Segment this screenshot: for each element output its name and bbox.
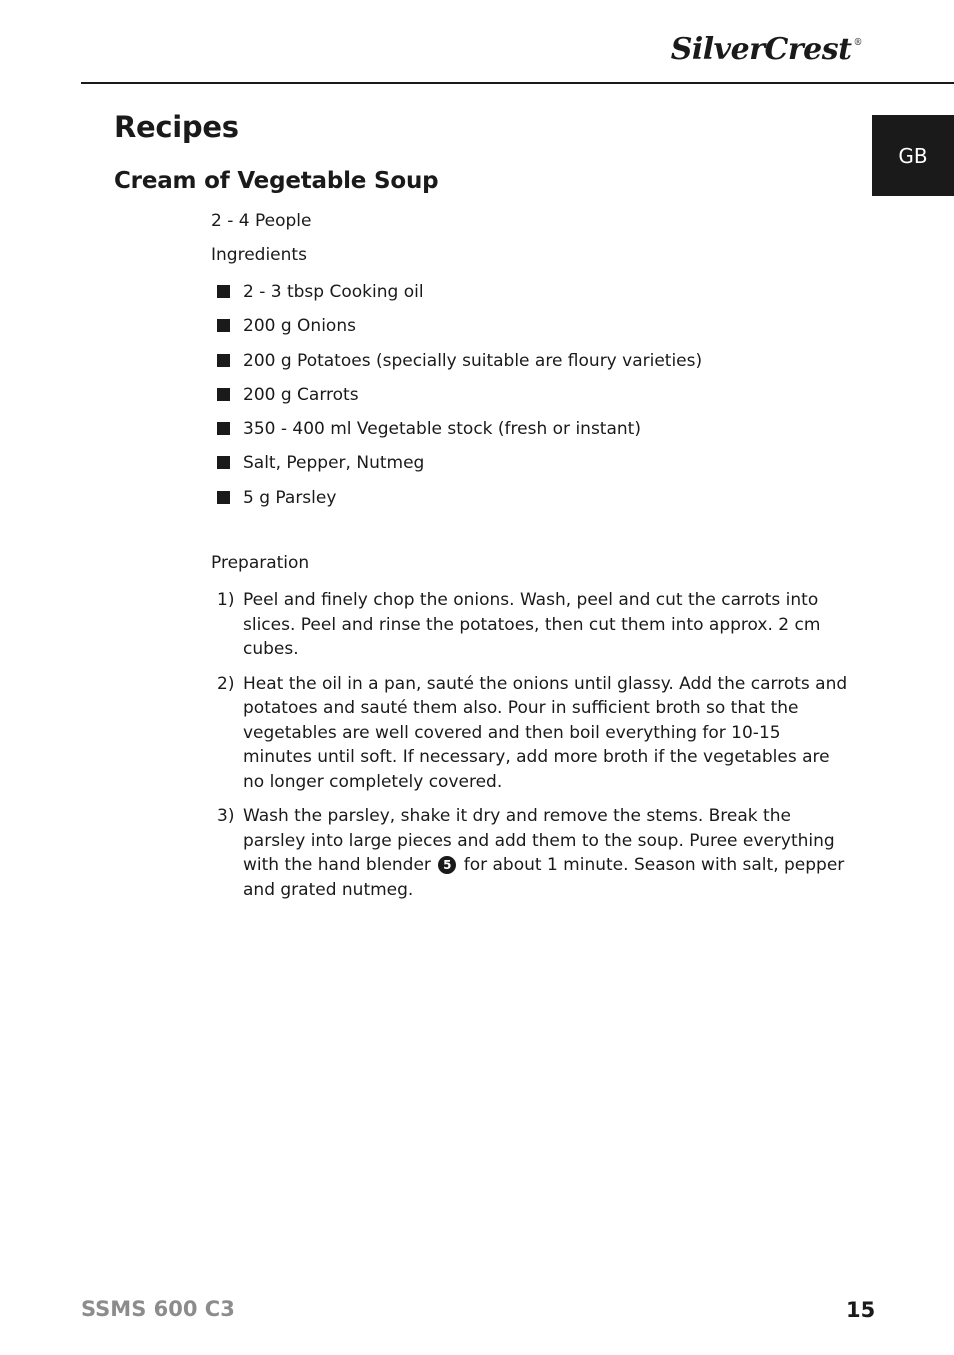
ingredient-text: 200 g Onions bbox=[243, 316, 356, 337]
bullet-square-icon bbox=[217, 388, 230, 401]
list-item bbox=[211, 280, 702, 314]
page-number: 15 bbox=[846, 1298, 876, 1322]
bullet-square-icon bbox=[217, 456, 230, 469]
step-item bbox=[211, 588, 851, 662]
list-item bbox=[211, 451, 702, 485]
ingredients-heading: Ingredients bbox=[211, 245, 307, 265]
ingredients-list bbox=[211, 280, 702, 520]
bullet-square-icon bbox=[217, 354, 230, 367]
list-item bbox=[211, 349, 702, 383]
bullet-square-icon bbox=[217, 319, 230, 332]
ingredient-text: 200 g Potatoes (specially suitable are floury varieties) bbox=[243, 350, 703, 371]
ingredient-text: 5 g Parsley bbox=[243, 487, 337, 508]
step-text-after: for about 1 minute. Season with salt, pepper and grated nutmeg. bbox=[243, 855, 845, 900]
step-number: 3) bbox=[217, 806, 235, 826]
preparation-heading: Preparation bbox=[211, 553, 310, 573]
step-number: 1) bbox=[217, 590, 235, 610]
list-item bbox=[211, 383, 702, 417]
step-number: 2) bbox=[217, 673, 235, 694]
ingredient-text: 2 - 3 tbsp Cooking oil bbox=[243, 282, 424, 302]
recipe-title: Cream of Vegetable Soup bbox=[114, 168, 439, 194]
bullet-square-icon bbox=[217, 285, 230, 298]
ingredient-text: 350 - 400 ml Vegetable stock (fresh or instant) bbox=[243, 419, 641, 440]
servings: 2 - 4 People bbox=[211, 211, 312, 231]
list-item bbox=[211, 417, 702, 451]
step-item bbox=[211, 804, 851, 902]
step-item bbox=[211, 672, 851, 795]
bullet-square-icon bbox=[217, 422, 230, 435]
preparation-steps bbox=[211, 588, 851, 912]
page-title: Recipes bbox=[114, 110, 239, 144]
brand-logo-text: SilverCrest bbox=[670, 32, 852, 67]
step-text-before: Wash the parsley, shake it dry and remove the stems. Break the parsley into large pieces and add them to the soup. Puree everything with the hand blender bbox=[243, 806, 835, 875]
brand-logo bbox=[671, 32, 862, 67]
language-tab: GB bbox=[872, 115, 954, 196]
bullet-square-icon bbox=[217, 491, 230, 504]
step-text: Peel and finely chop the onions. Wash, peel and cut the carrots into slices. Peel and rinse the potatoes, then cut them into approx. 2 cm cubes. bbox=[243, 590, 821, 659]
list-item bbox=[211, 486, 702, 520]
step-text: Heat the oil in a pan, sauté the onions until glassy. Add the carrots and potatoes and sauté them also. Pour in sufficient broth so that the vegetables are well covered and then boil everything for 10-15 minutes until soft. If necessary, add more broth if the vegetables are no longer completely covered. bbox=[243, 673, 848, 792]
part-reference-icon: 5 bbox=[438, 856, 456, 874]
ingredient-text: 200 g Carrots bbox=[243, 384, 359, 405]
header-rule bbox=[81, 82, 954, 84]
registered-mark: ® bbox=[853, 38, 862, 48]
ingredient-text: Salt, Pepper, Nutmeg bbox=[243, 453, 425, 474]
model-number: SSMS 600 C3 bbox=[81, 1297, 235, 1321]
list-item bbox=[211, 314, 702, 348]
